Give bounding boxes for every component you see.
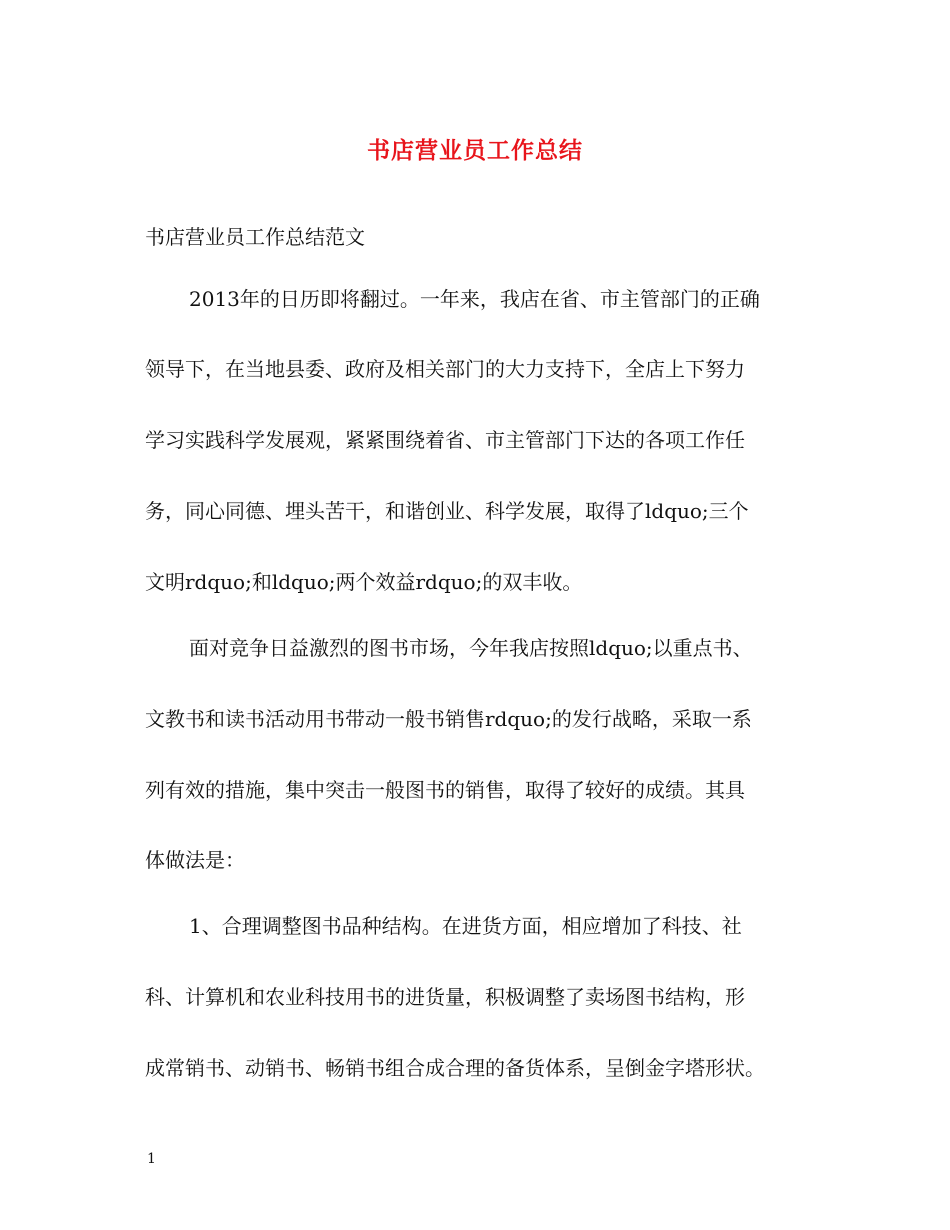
paragraph-line: 文明rdquo;和ldquo;两个效益rdquo;的双丰收。 xyxy=(145,570,583,594)
paragraph-line: 列有效的措施，集中突击一般图书的销售，取得了较好的成绩。其具 xyxy=(145,778,745,802)
paragraph-line: 学习实践科学发展观，紧紧围绕着省、市主管部门下达的各项工作任 xyxy=(145,428,745,452)
paragraph-line: 科、计算机和农业科技用书的进货量，积极调整了卖场图书结构，形 xyxy=(145,985,745,1009)
paragraph-line: 面对竞争日益激烈的图书市场，今年我店按照ldquo;以重点书、 xyxy=(189,636,753,660)
page-number: 1 xyxy=(147,1151,156,1167)
paragraph-line: 务，同心同德、埋头苦干，和谐创业、科学发展，取得了ldquo;三个 xyxy=(145,499,749,523)
paragraph-line: 体做法是： xyxy=(145,848,245,872)
paragraph-line: 2013年的日历即将翻过。一年来，我店在省、市主管部门的正确 xyxy=(189,287,760,311)
paragraph-line: 文教书和读书活动用书带动一般书销售rdquo;的发行战略，采取一系 xyxy=(145,707,752,731)
paragraph-line: 领导下，在当地县委、政府及相关部门的大力支持下，全店上下努力 xyxy=(145,357,745,381)
paragraph-line: 1、合理调整图书品种结构。在进货方面，相应增加了科技、社 xyxy=(189,914,742,938)
document-title: 书店营业员工作总结 xyxy=(367,137,583,164)
paragraph-line: 成常销书、动销书、畅销书组合成合理的备货体系，呈倒金字塔形状。 xyxy=(145,1056,765,1080)
document-subtitle: 书店营业员工作总结范文 xyxy=(145,225,365,249)
